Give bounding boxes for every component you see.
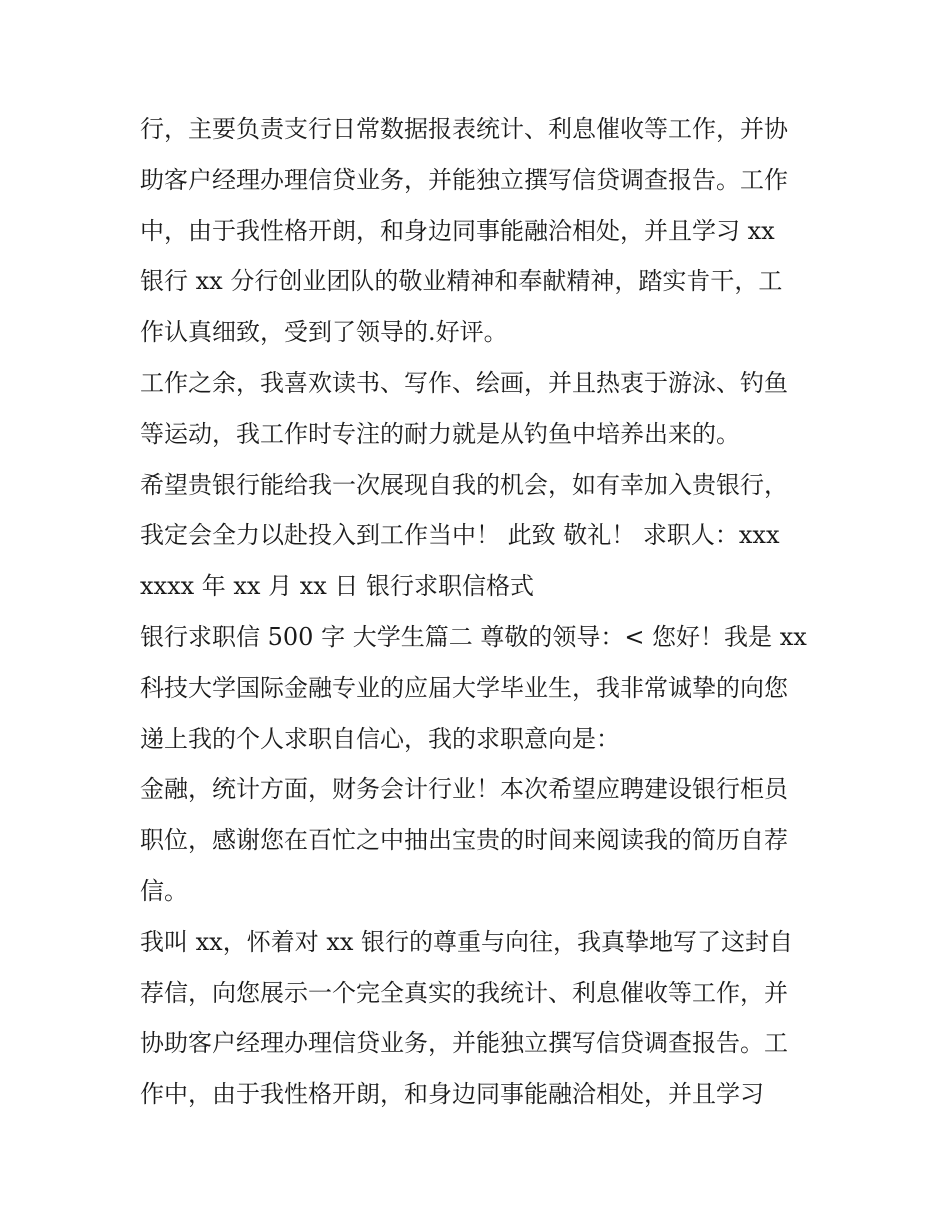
text-line: 工作之余，我喜欢读书、写作、绘画，并且热衷于游泳、钓鱼: [140, 368, 788, 397]
text-line: 协助客户经理办理信贷业务，并能独立撰写信贷调查报告。工: [140, 1029, 788, 1058]
text-line: 科技大学国际金融专业的应届大学毕业生，我非常诚挚的向您: [140, 673, 788, 702]
text-line: 银行 xx 分行创业团队的敬业精神和奉献精神，踏实肯干，工: [140, 267, 783, 296]
text-line: 等运动，我工作时专注的耐力就是从钓鱼中培养出来的。: [140, 419, 740, 448]
text-line: 作中，由于我性格开朗，和身边同事能融洽相处，并且学习: [140, 1080, 764, 1109]
text-line: 荐信，向您展示一个完全真实的我统计、利息催收等工作，并: [140, 978, 788, 1007]
document-body: [140, 104, 830, 1120]
text-line: 我定会全力以赴投入到工作当中！ 此致 敬礼！ 求职人：xxx: [140, 521, 780, 550]
text-line: 助客户经理办理信贷业务，并能独立撰写信贷调查报告。工作: [140, 165, 788, 194]
text-line: 作认真细致，受到了领导的.好评。: [140, 318, 508, 347]
text-line: 递上我的个人求职自信心，我的求职意向是：: [140, 724, 620, 753]
text-line: 银行求职信 500 字 大学生篇二 尊敬的领导：< 您好！我是 xx: [140, 622, 807, 651]
text-line: 我叫 xx，怀着对 xx 银行的尊重与向往，我真挚地写了这封自: [140, 927, 794, 956]
text-line: xxxx 年 xx 月 xx 日 银行求职信格式: [140, 572, 535, 601]
text-line: 金融，统计方面，财务会计行业！本次希望应聘建设银行柜员: [140, 775, 788, 804]
text-line: 希望贵银行能给我一次展现自我的机会，如有幸加入贵银行，: [140, 470, 788, 499]
text-line: 信。: [140, 876, 188, 905]
text-line: 职位，感谢您在百忙之中抽出宝贵的时间来阅读我的简历自荐: [140, 826, 788, 855]
text-line: 行，主要负责支行日常数据报表统计、利息催收等工作，并协: [140, 115, 788, 143]
text-line: 中，由于我性格开朗，和身边同事能融洽相处，并且学习 xx: [140, 216, 775, 245]
